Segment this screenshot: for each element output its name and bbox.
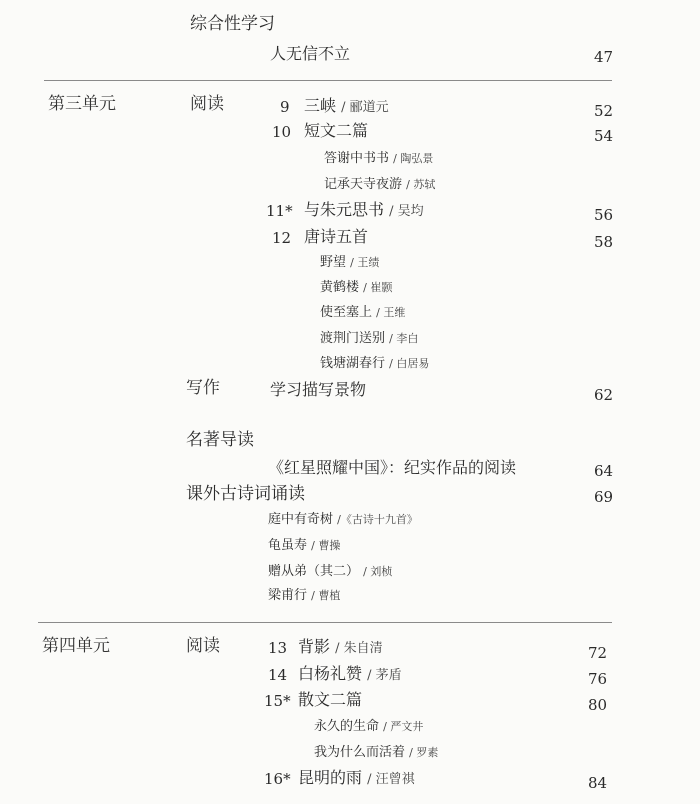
reading-label: 阅读: [190, 94, 224, 114]
sub-title: 答谢中书书: [324, 151, 390, 166]
lesson-number: 16*: [264, 770, 291, 788]
lesson-entry: [298, 639, 383, 655]
lesson-title: 白杨礼赞: [298, 664, 363, 683]
page-number: 76: [588, 670, 608, 688]
lesson-title: 散文二篇: [298, 690, 363, 709]
poem-author: / 曹操: [311, 539, 341, 552]
lesson-author: / 汪曾祺: [367, 772, 415, 787]
sub-author: / 罗素: [409, 746, 439, 759]
toc-entry-title: 人无信不立: [270, 44, 351, 63]
lesson-number: 10: [272, 123, 292, 141]
poem-title: 庭中有奇树: [268, 512, 334, 527]
lesson-number: 14: [268, 666, 288, 684]
sub-author: / 严文井: [383, 720, 424, 733]
poem-entry: [268, 565, 392, 578]
sub-title: 渡荆门送别: [320, 331, 386, 346]
poem-title: 赠从弟（其二）: [268, 564, 360, 579]
page-number: 52: [594, 102, 614, 120]
sub-author: / 苏轼: [406, 178, 436, 191]
sub-title: 记承天寺夜游: [324, 177, 403, 192]
sub-entry: [324, 152, 433, 165]
reading-label: 阅读: [186, 636, 220, 656]
lesson-author: / 郦道元: [341, 100, 389, 115]
writing-label: 写作: [186, 378, 220, 398]
section-heading-comprehensive: 综合性学习: [190, 14, 275, 34]
lesson-title: 与朱元思书: [304, 200, 385, 219]
sub-author: / 崔颢: [363, 281, 393, 294]
lesson-number: 11*: [266, 202, 293, 220]
sub-title: 永久的生命: [314, 719, 380, 734]
sub-author: / 白居易: [389, 357, 430, 370]
page-number: 47: [594, 48, 614, 66]
sub-author: / 陶弘景: [393, 152, 434, 165]
sub-entry: [320, 256, 379, 269]
page-number: 69: [594, 488, 614, 506]
poem-entry: [268, 539, 340, 552]
lesson-number: 12: [272, 229, 292, 247]
lesson-entry: [304, 98, 389, 114]
lesson-author: / 茅盾: [367, 668, 402, 683]
lesson-entry: [304, 202, 424, 218]
sub-entry: [314, 746, 438, 759]
lesson-number: 9: [280, 98, 290, 116]
lesson-title: 昆明的雨: [298, 768, 363, 787]
poem-author: / 刘桢: [363, 565, 393, 578]
lesson-number: 13: [268, 639, 288, 657]
page-number: 54: [594, 127, 614, 145]
sub-author: / 李白: [389, 332, 419, 345]
page-number: 84: [588, 774, 608, 792]
poems-label: 课外古诗词诵读: [186, 484, 305, 504]
writing-title: 学习描写景物: [270, 380, 367, 399]
page-number: 80: [588, 696, 608, 714]
sub-entry: [320, 332, 418, 345]
divider: [44, 80, 612, 81]
lesson-title: 三峡: [304, 96, 337, 115]
poem-title: 龟虽寿: [268, 538, 308, 553]
poem-entry: [268, 513, 418, 526]
unit-label-3: 第三单元: [48, 94, 116, 114]
sub-entry: [314, 720, 423, 733]
poem-entry: [268, 589, 340, 602]
sub-title: 我为什么而活着: [314, 745, 406, 760]
lesson-title: 短文二篇: [304, 121, 369, 140]
sub-title: 使至塞上: [320, 305, 373, 320]
lesson-entry: [298, 666, 402, 682]
sub-entry: [324, 178, 435, 191]
lesson-title: 唐诗五首: [304, 227, 369, 246]
page-number: 72: [588, 644, 608, 662]
lesson-author: / 吴均: [389, 204, 424, 219]
classics-label: 名著导读: [186, 430, 254, 450]
classics-title: 《红星照耀中国》：纪实作品的阅读: [268, 458, 517, 477]
sub-author: / 王绩: [350, 256, 380, 269]
poem-author: / 曹植: [311, 589, 341, 602]
lesson-entry: [298, 770, 415, 786]
poem-author: /《古诗十九首》: [337, 513, 418, 526]
sub-author: / 王维: [376, 306, 406, 319]
sub-title: 钱塘湖春行: [320, 356, 386, 371]
lesson-author: / 朱自清: [335, 641, 383, 656]
sub-title: 野望: [320, 255, 347, 270]
page-number: 58: [594, 233, 614, 251]
sub-title: 黄鹤楼: [320, 280, 360, 295]
page-number: 64: [594, 462, 614, 480]
page-number: 56: [594, 206, 614, 224]
lesson-number: 15*: [264, 692, 291, 710]
sub-entry: [320, 281, 392, 294]
unit-label-4: 第四单元: [42, 636, 110, 656]
lesson-title: 背影: [298, 637, 331, 656]
sub-entry: [320, 306, 405, 319]
sub-entry: [320, 357, 429, 370]
poem-title: 梁甫行: [268, 588, 308, 603]
divider: [38, 622, 612, 623]
page-number: 62: [594, 386, 614, 404]
